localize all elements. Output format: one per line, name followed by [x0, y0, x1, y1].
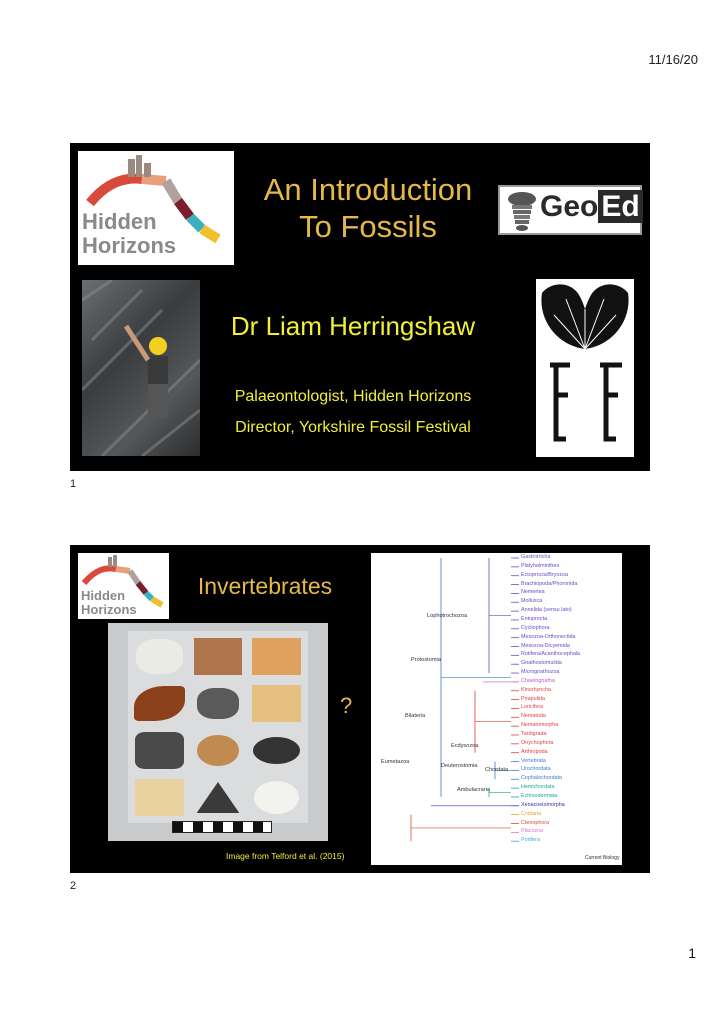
logo-text-horizons: Horizons	[82, 233, 177, 258]
specimen-orange-slab	[252, 638, 301, 675]
question-mark: ?	[340, 693, 353, 718]
speaker-role-1: Palaeontologist, Hidden Horizons	[234, 388, 472, 405]
hidden-horizons-logo-small	[78, 553, 169, 619]
climbing-photo	[82, 280, 200, 456]
slide-2	[70, 545, 650, 873]
node-chordata: Chordata	[485, 767, 509, 773]
logo-text-hidden: Hidden	[81, 588, 126, 603]
tree-taxon-label: Mesozoa-Orthonectida	[521, 633, 576, 640]
image-caption: Image from Telford et al. (2015)	[226, 851, 345, 861]
tree-taxon-label: Gastrotricha	[521, 554, 551, 560]
tree-taxon-label: Loricifera	[521, 704, 544, 711]
specimen-cream-block	[135, 779, 184, 816]
phylogenetic-tree	[371, 553, 622, 865]
tree-taxon-label: Micrognathozoa	[521, 669, 560, 676]
tree-taxon-label: Brachiopoda/Phoronida	[521, 580, 578, 587]
node-deuterostomia: Deuterostomia	[441, 763, 478, 769]
tree-taxon-label: Nematoda	[521, 713, 546, 720]
specimen-grey-rock	[135, 732, 184, 769]
slide-1-title	[230, 171, 506, 245]
node-protostomia: Protostomia	[411, 657, 441, 663]
specimen-shark-tooth	[197, 782, 240, 813]
tree-taxon-label: Gnathostomulida	[521, 660, 562, 667]
specimen-brown-slab	[194, 638, 243, 675]
tree-taxon-label: Urochordata	[521, 766, 551, 773]
slide-2-number: 2	[70, 880, 77, 892]
tree-taxon-label: Porifera	[521, 837, 540, 844]
geoed-text: Geo Ed	[540, 192, 643, 222]
tree-taxon-label: Xenacoelomorpha	[521, 801, 565, 808]
logo-text-horizons: Horizons	[81, 602, 137, 617]
slide-1	[70, 143, 650, 471]
tree-taxon-label: Ectoprocta/Bryozoa	[521, 571, 569, 578]
tree-taxon-label: Platyhelminthes	[521, 562, 560, 569]
tree-taxon-label: Nemertea	[521, 589, 545, 596]
speaker-name: Dr Liam Herringshaw	[230, 311, 476, 341]
page-number: 1	[688, 945, 696, 961]
tree-credit: Current Biology	[585, 855, 620, 861]
tree-taxon-label: Cycliophora	[521, 624, 550, 631]
scale-bar	[172, 821, 272, 833]
tree-taxon-label: Placozoa	[521, 828, 544, 835]
trilobite-icon	[503, 189, 541, 233]
tree-branches	[371, 553, 622, 865]
tree-taxon-label: Priapulida	[521, 695, 545, 702]
logo-text-hidden: Hidden	[82, 209, 157, 234]
tree-taxon-label: Hemichordata	[521, 784, 555, 791]
tree-taxon-label: Cnidaria	[521, 810, 542, 817]
title-line-2: To Fossils	[299, 209, 437, 245]
tree-taxon-label: Vertebrata	[521, 757, 546, 764]
tree-taxon-label: Entoprocta	[521, 615, 548, 622]
tree-taxon-label: Mollusca	[521, 598, 543, 605]
specimen-tooth	[134, 686, 185, 721]
tree-taxon-label: Annelida (sensu lato)	[521, 607, 572, 614]
tree-taxon-label: Mesozoa-Dicyemida	[521, 642, 570, 649]
geoed-logo	[498, 185, 642, 235]
ginkgo-leaf-icon	[536, 279, 634, 457]
specimen-belemnite	[253, 737, 300, 764]
specimen-fish-slab	[252, 685, 301, 722]
node-eumetazoa: Eumetazoa	[381, 759, 410, 765]
tree-taxon-label: Nematomorpha	[521, 722, 559, 729]
tree-taxon-label: Echinodermata	[521, 792, 558, 799]
node-ecdysozoa: Ecdysozoa	[451, 743, 479, 749]
specimen-white-round	[254, 781, 299, 814]
tree-taxon-label: Onychophora	[521, 739, 554, 746]
tree-taxon-label: Tardigrada	[521, 731, 547, 737]
tree-taxon-label: Ctenophora	[521, 819, 550, 826]
node-bilateria: Bilateria	[405, 713, 426, 719]
slide-2-title: Invertebrates	[197, 573, 333, 599]
yorkshire-fossil-festival-logo	[536, 279, 634, 457]
tree-taxon-label: Chaetognatha	[521, 677, 555, 684]
tree-taxon-label: Kinorhyncha	[521, 686, 551, 693]
node-lophotrochozoa: Lophotrochozoa	[427, 613, 468, 619]
tree-taxon-label: Arthropoda	[521, 748, 548, 755]
header-date: 11/16/20	[648, 52, 698, 67]
node-ambulacraria: Ambulacraria	[457, 787, 490, 793]
speaker-role-2: Director, Yorkshire Fossil Festival	[235, 419, 471, 436]
slide-1-number: 1	[70, 478, 77, 490]
specimen-ammonite	[197, 735, 240, 766]
specimen-white-coral	[136, 639, 183, 674]
fossil-tray-photo	[108, 623, 328, 841]
fossil-tray	[128, 631, 308, 823]
climber-figure	[82, 280, 200, 456]
tree-taxon-label: Rotifera/Acanthocephala	[521, 651, 581, 658]
specimen-trilobite	[197, 688, 240, 719]
title-line-1: An Introduction	[263, 172, 473, 207]
tree-taxon-label: Cephalochordata	[521, 775, 563, 782]
hidden-horizons-logo	[78, 151, 234, 265]
